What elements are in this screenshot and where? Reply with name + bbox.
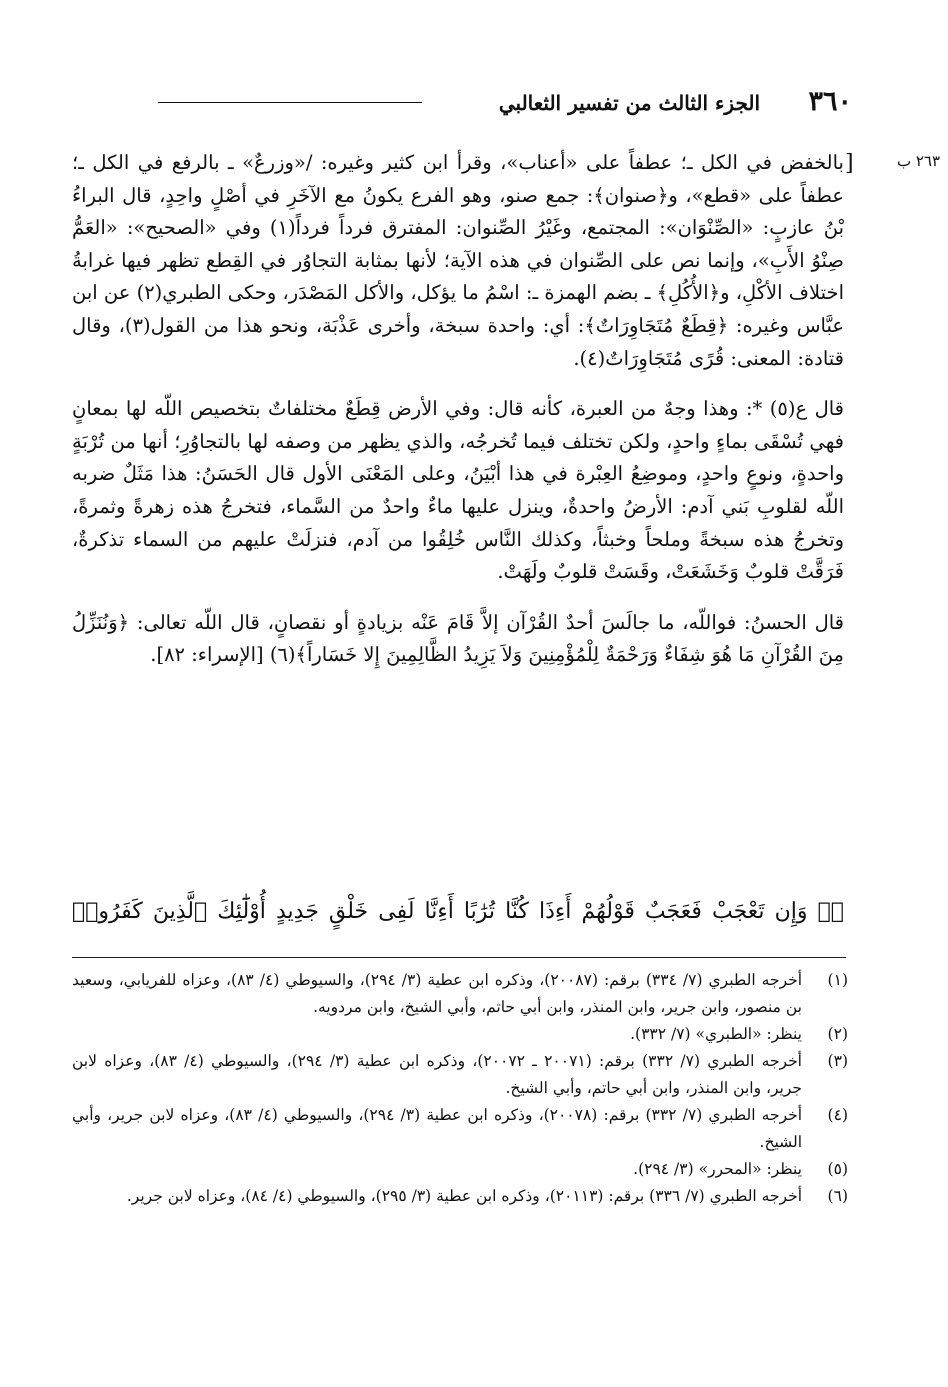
footnote-6 [72,1183,848,1210]
page-header [78,84,852,124]
footnote-number: (٦) [827,1187,848,1205]
paragraph-3: قال الحسنُ: فواللّه، ما جالَسَ أحدٌ القُرْآن إلاَّ قَامَ عَنْه بزيادةٍ أو نقصانٍ، قال اللّه تعالى: ﴿وَنُنَزِّلُ مِنَ القُرْآنِ مَا هُوَ شِفَاءٌ وَرَحْمَةٌ لِلْمُؤْمِنِينَ وَلاَ يَزِيدُ الظَّالِمِينَ إِلا خَسَاراً﴾(٦) [الإسراء: ٨٢]. [72,610,844,667]
margin-folio-note: ٢٦٣ ب [896,152,940,170]
running-title: الجزء الثالث من تفسير الثعالبي [498,91,760,115]
page-number: ٣٦٠ [808,86,852,117]
footnote-number: (٢) [827,1025,848,1043]
footnote-number: (٣) [827,1052,848,1070]
footnote-text: ينظر: «المحرر» (٣/ ٢٩٤). [633,1160,802,1178]
footnote-separator [72,957,846,958]
footnote-3 [72,1048,848,1102]
footnote-number: (٥) [827,1160,848,1178]
footnote-text: ينظر: «الطبري» (٧/ ٣٣٢). [630,1025,802,1043]
margin-bracket: [ [845,151,854,176]
paragraph-2: قال ع(٥) *: وهذا وجهٌ من العبرة، كأنه قال: وفي الأرض قِطَعٌ مختلفاتٌ بتخصيص اللّه لها بمعانٍ فهي تُسْقَى بماءٍ واحدٍ، ولكن تختلف فيما تُخرجُه، والذي يظهر من وصفه لها بالتجاوُرِ؛ أنها من تُرْبَةٍ واحدةٍ، ونوعٍ واحدٍ، وموضِعُ العِبْرة في هذا أبْيَنُ، وعلى المَعْنَى الأول قال الحَسَنُ: هذا مَثَلٌ ضربه اللّه لقلوبِ بَني آدم: الأرضُ واحدةٌ، وينزل عليها ماءٌ واحدٌ من السَّماء، فتخرجُ هذه زهرةً وثمرةً، وتخرجُ هذه سبخةً وملحاً وخبثاً، وكذلك النَّاس خُلِقُوا من آدم، فنزلَتْ عليهم من السماء تذكرةٌ، فَرَقَّتْ قلوبٌ وَخَشَعَتْ، وقَسَتْ قلوبٌ ولَهَتْ. [72,397,844,584]
footnote-text: أخرجه الطبري (٧/ ٣٣٦) برقم: (٢٠١١٣)، وذكره ابن عطية (٣/ ٢٩٥)، والسيوطي (٤/ ٨٤)، وعزاه لابن جرير. [126,1187,802,1205]
footnote-text: أخرجه الطبري (٧/ ٣٣٤) برقم: (٢٠٠٨٧)، وذكره ابن عطية (٣/ ٢٩٤)، والسيوطي (٤/ ٨٣)، وعزاه للفريابي، وسعيد بن منصور، وابن جرير، وابن المنذر، وابن أبي حاتم، وأبي الشيخ، وابن مردويه. [72,971,803,1016]
footnote-1 [72,967,848,1021]
footnote-4 [72,1102,848,1156]
footnote-text: أخرجه الطبري (٧/ ٣٣٢) برقم: (٢٠٠٧٨)، وذكره ابن عطية (٣/ ٢٩٤)، والسيوطي (٤/ ٨٣)، وعزاه لابن جرير، وأبي الشيخ. [72,1106,803,1151]
quran-verse: ﴿۞ وَإِن تَعْجَبْ فَعَجَبٌ قَوْلُهُمْ أَءِذَا كُنَّا تُرَٰبًا أَءِنَّا لَفِى خَلْقٍ جَدِيدٍ أُوْلَٰٓئِكَ ٱلَّذِينَ كَفَرُوا۟ [72,899,844,924]
footnote-number: (١) [827,971,848,989]
header-rule [158,102,422,103]
footnote-5 [72,1156,848,1183]
paragraph-1: بالخفض في الكل ـ؛ عطفاً على «أعناب»، وقرأ ابن كثير وغيره: /«وزرعٌ» ـ بالرفع في الكل ـ؛ عطفاً على «قطع»، و﴿صنوان﴾: جمع صنو، وهو الفرع يكونُ مع الآخَرِ في أصْلٍ واحِدٍ، قال البراءُ بْنُ عازبٍ: «الصِّنْوَان»: المجتمع، وغَيْرُ الصِّنوان: المفترق فرداً فرداً(١) وفي «الصحيح»: «العَمُّ صِنْوُ الأَبِ»، وإنما نص على الصِّنوان في هذه الآية؛ لأنها بمثابة التجاوُر في القِطع تظهر فيها غرابةُ اختلاف الأكْلِ، و﴿الأُكُلِ﴾ ـ بضم الهمزة ـ: اسْمُ ما يؤكل، والأكل المَصْدَر، وحكى الطبري(٢) عن ابن عبَّاس وغيره: ﴿قِطَعٌ مُتَجَاوِرَاتٌ﴾: أي: واحدة سبخة، وأخرى عَذْبَة، ونحو هذا من القول(٣)، وقال قتادة: المعنى: قُرًى مُتَجَاوِرَاتٌ(٤). [72,151,844,370]
footnote-number: (٤) [827,1106,848,1124]
main-text [72,147,844,672]
footnote-2 [72,1021,848,1048]
footnotes [72,967,848,1210]
footnote-text: أخرجه الطبري (٧/ ٣٣٢) برقم: (٢٠٠٧١ ـ ٢٠٠٧٢)، وذكره ابن عطية (٣/ ٢٩٤)، والسيوطي (٤/ ٨٣)، وعزاه لابن جرير، وابن المنذر، وابن أبي حاتم، وأبي الشيخ. [72,1052,802,1097]
